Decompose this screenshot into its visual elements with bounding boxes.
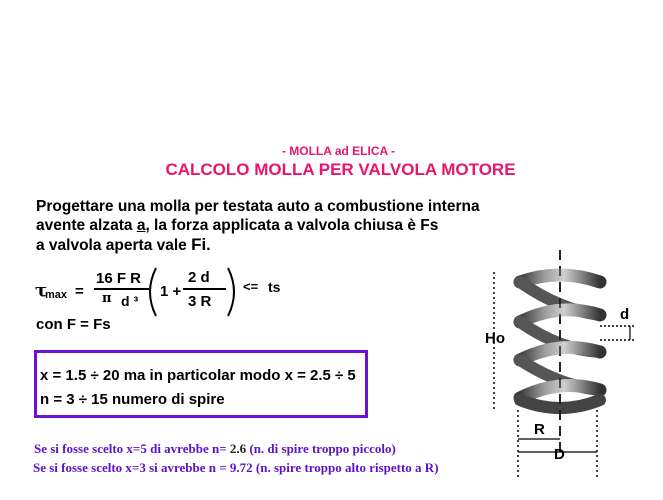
note-1: Se si fosse scelto x=5 di avrebbe n= 2.6 (n. di spire troppo piccolo) xyxy=(34,441,396,456)
fraction2-bar xyxy=(183,288,226,290)
ranges-box xyxy=(34,350,368,418)
var-a: a xyxy=(136,217,146,234)
label-d-big: D xyxy=(554,446,565,463)
box-line-2: n = 3 ÷ 15 numero di spire xyxy=(40,391,225,408)
note-1-value: 2.6 xyxy=(229,441,247,456)
box-line-1: x = 1.5 ÷ 20 ma in particolar modo x = 2.5 ÷ 5 xyxy=(40,367,356,384)
one-plus: 1 + xyxy=(160,283,182,300)
fraction2-numerator: 2 d xyxy=(188,269,210,286)
intro-line-1: Progettare una molla per testata auto a combustione interna xyxy=(36,198,480,215)
intro-text xyxy=(36,197,480,255)
con-text: con F = Fs xyxy=(36,316,111,333)
left-paren xyxy=(143,266,159,318)
label-d-small: d xyxy=(620,306,630,323)
subtitle: - MOLLA ad ELICA - xyxy=(281,144,396,158)
equals-sign: = xyxy=(75,283,84,300)
var-fi: Fi xyxy=(191,235,207,254)
right-paren xyxy=(225,266,241,318)
fraction-numerator: 16 F R xyxy=(96,270,142,287)
label-ho: Ho xyxy=(485,330,505,347)
spring-diagram xyxy=(470,240,663,500)
d-cubed: d ³ xyxy=(121,293,139,309)
ts-label: ts xyxy=(268,279,281,295)
fraction2-denominator: 3 R xyxy=(188,293,212,310)
le-sign: <= xyxy=(243,279,259,294)
pi-symbol: π xyxy=(102,291,112,306)
label-r: R xyxy=(534,421,545,438)
intro-line-2: avente alzata a, la forza applicata a valvola chiusa è Fs xyxy=(36,217,439,234)
tau-symbol: τ xyxy=(35,280,48,301)
fraction-bar xyxy=(94,288,149,290)
page-title: CALCOLO MOLLA PER VALVOLA MOTORE xyxy=(165,160,516,179)
note-2: Se si fosse scelto x=3 si avrebbe n = 9.72 (n. spire troppo alto rispetto a R) xyxy=(33,460,439,475)
spring-coils xyxy=(520,275,600,408)
tau-subscript: max xyxy=(45,289,68,301)
intro-line-3: a valvola aperta vale Fi. xyxy=(36,235,211,254)
